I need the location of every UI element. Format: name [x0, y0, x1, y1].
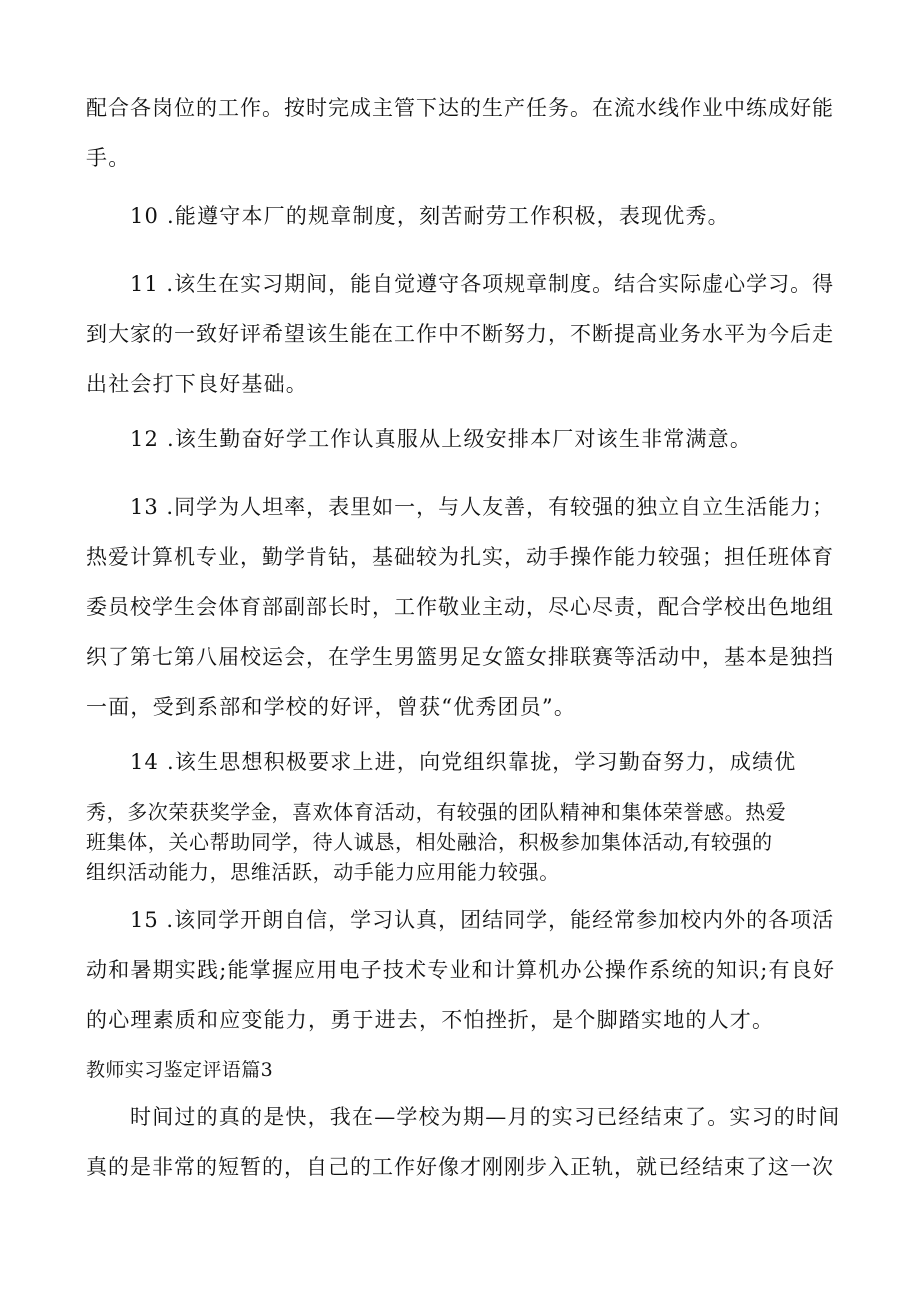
text-line: 出社会打下良好基础。 — [86, 372, 308, 396]
text-line: 班集体，关心帮助同学，待人诚恳，相处融洽，积极参加集体活动,有较强的 — [86, 830, 773, 854]
text-line: 12 .该生勤奋好学工作认真服从上级安排本厂对该生非常满意。 — [130, 427, 753, 451]
section-heading: 教师实习鉴定评语篇3 — [86, 1059, 274, 1081]
text-line: 14 .该生思想积极要求上进，向党组织靠拢，学习勤奋努力，成绩优 — [130, 750, 797, 774]
text-line: 11 .该生在实习期间，能自觉遵守各项规章制度。结合实际虚心学习。得 — [130, 272, 835, 296]
text-line: 组织活动能力，思维活跃，动手能力应用能力较强。 — [86, 860, 560, 884]
text-line: 委员校学生会体育部副部长时，工作敬业主动，尽心尽责，配合学校出色地组 — [86, 595, 834, 619]
text-line: 配合各岗位的工作。按时完成主管下达的生产任务。在流水线作业中练成好能 — [86, 96, 834, 120]
text-line: 13 .同学为人坦率，表里如一，与人友善，有较强的独立自立生活能力； — [130, 495, 835, 519]
text-line: 的心理素质和应变能力，勇于进去，不怕挫折，是个脚踏实地的人才。 — [86, 1008, 775, 1032]
text-line: 秀，多次荣获奖学金，喜欢体育活动，有较强的团队精神和集体荣誉感。热爱 — [86, 800, 787, 824]
text-line: 一面，受到系部和学校的好评，曾获“优秀团员”。 — [86, 695, 577, 719]
text-line: 到大家的一致好评希望该生能在工作中不断努力，不断提高业务水平为今后走 — [86, 322, 834, 346]
text-line: 织了第七第八届校运会，在学生男篮男足女篮女排联赛等活动中，基本是独挡 — [86, 645, 834, 669]
text-line: 时间过的真的是快，我在—学校为期—月的实习已经结束了。实习的时间 — [130, 1105, 841, 1129]
text-line: 真的是非常的短暂的，自己的工作好像才刚刚步入正轨，就已经结束了这一次 — [86, 1155, 834, 1179]
text-line: 动和暑期实践;能掌握应用电子技术专业和计算机办公操作系统的知识;有良好 — [86, 958, 836, 982]
text-line: 手。 — [86, 146, 131, 170]
text-line: 10 .能遵守本厂的规章制度，刻苦耐劳工作积极，表现优秀。 — [130, 204, 730, 228]
text-line: 15 .该同学开朗自信，学习认真，团结同学，能经常参加校内外的各项活 — [130, 908, 835, 932]
text-line: 热爱计算机专业，勤学肯钻，基础较为扎实，动手操作能力较强；担任班体育 — [86, 545, 834, 569]
